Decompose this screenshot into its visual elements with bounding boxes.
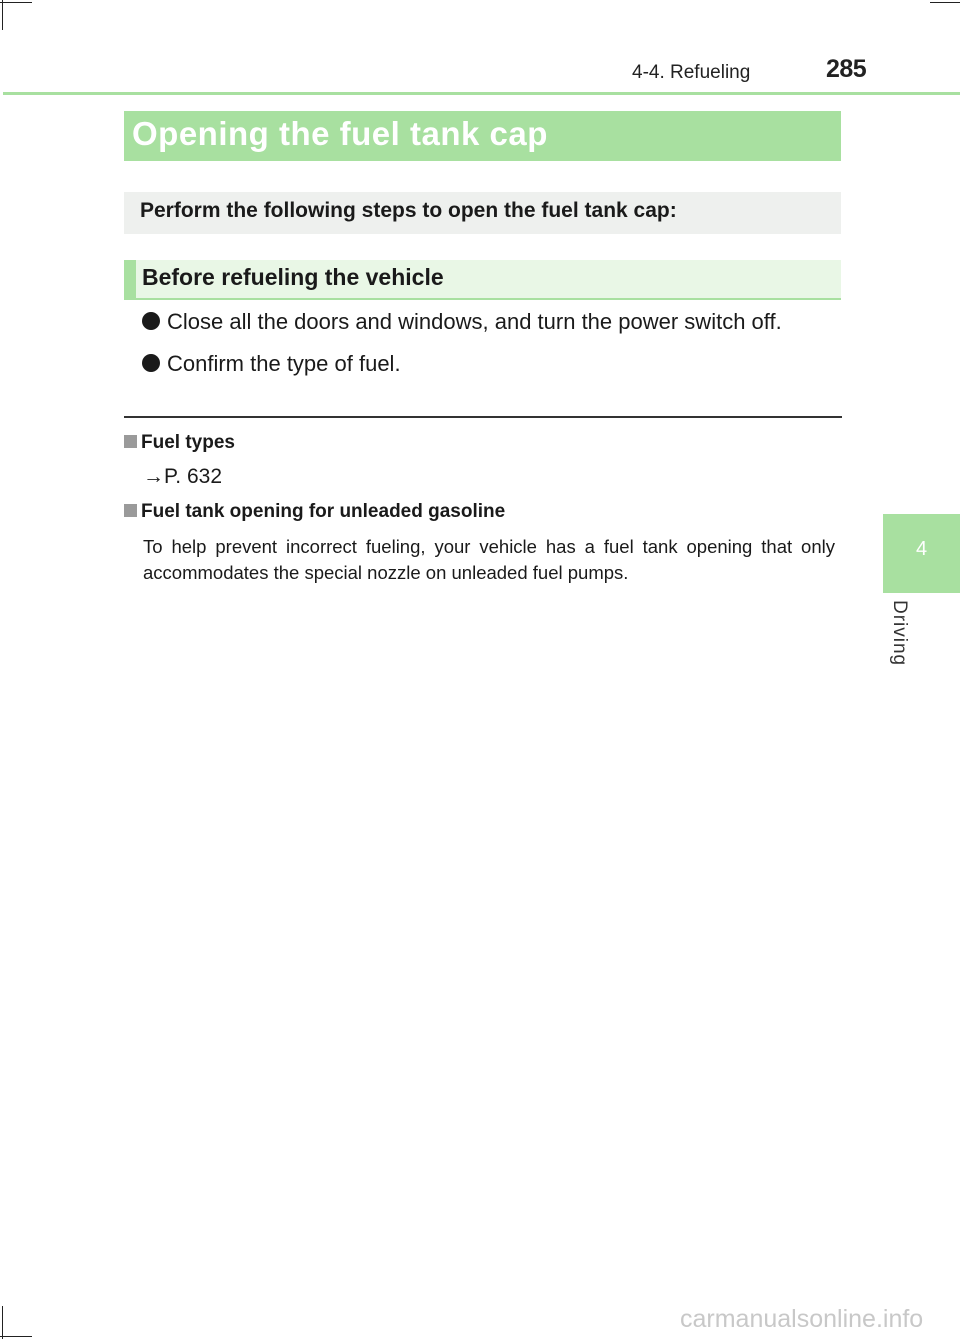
- note-body-text: To help prevent incorrect fueling, your vehicle has a fuel tank opening that only accommodates the special nozzle on unleaded fuel pumps.: [143, 536, 835, 583]
- square-bullet-icon: [124, 435, 137, 448]
- page-title: Opening the fuel tank cap: [124, 111, 841, 161]
- crop-mark-top-left-v: [2, 0, 3, 30]
- watermark: carmanualsonline.info: [680, 1305, 924, 1333]
- bullet-dot-icon: [142, 312, 160, 330]
- note-heading-text: Fuel tank opening for unleaded gasoline: [141, 501, 506, 522]
- note-heading-fuel-opening: [124, 501, 505, 523]
- crop-mark-top-left-h: [0, 2, 32, 3]
- square-bullet-icon: [124, 504, 137, 517]
- note-heading-fuel-types: [124, 432, 235, 454]
- bullet-text: Confirm the type of fuel.: [167, 351, 401, 376]
- crop-mark-bottom-left-h: [0, 1336, 32, 1337]
- page-reference-link[interactable]: →P. 632: [143, 465, 223, 488]
- bullet-text: Close all the doors and windows, and turn the power switch off.: [167, 309, 782, 334]
- crop-mark-top-right-h: [930, 2, 960, 3]
- bullet-dot-icon: [142, 354, 160, 372]
- section-divider: [124, 416, 842, 418]
- chapter-tab: 4: [883, 514, 960, 593]
- page-number: 285: [826, 55, 867, 83]
- subheading: Before refueling the vehicle: [124, 260, 841, 300]
- crop-mark-bottom-left-v: [2, 1306, 3, 1339]
- bullet-item: [142, 309, 782, 335]
- intro-text: Perform the following steps to open the fuel tank cap:: [124, 192, 841, 234]
- bullet-item: [142, 351, 401, 377]
- header-section-title: 4-4. Refueling: [632, 62, 751, 83]
- header-rule: [3, 92, 960, 95]
- chapter-label: Driving: [889, 600, 910, 667]
- note-heading-text: Fuel types: [141, 432, 235, 453]
